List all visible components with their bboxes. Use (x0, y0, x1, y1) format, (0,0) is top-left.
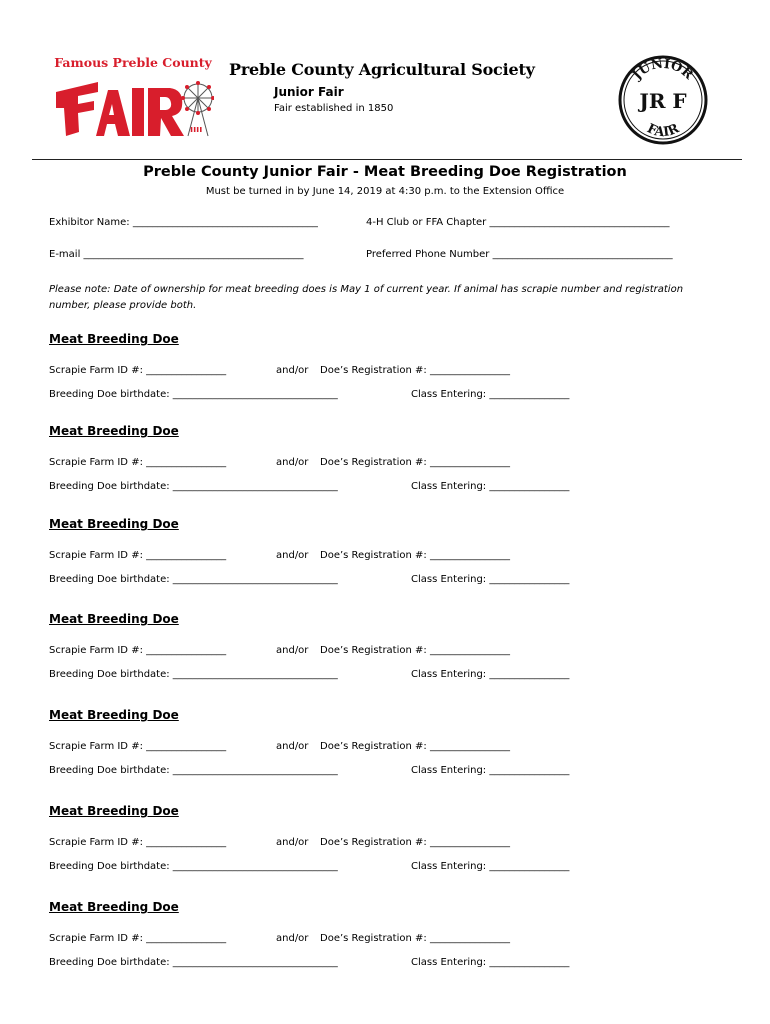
established-text: Fair established in 1850 (274, 103, 394, 114)
class-entering-field[interactable]: Class Entering: ________________ (411, 861, 570, 872)
doe-registration-field[interactable]: Doe’s Registration #: ________________ (320, 550, 510, 561)
doe-registration-field[interactable]: Doe’s Registration #: ________________ (320, 933, 510, 944)
doe-birthdate-field[interactable]: Breeding Doe birthdate: _________________________________ (49, 765, 338, 776)
and-or-label: and/or (276, 365, 309, 376)
scrapie-farm-id-field[interactable]: Scrapie Farm ID #: ________________ (49, 365, 227, 376)
exhibitor-name-field[interactable]: Exhibitor Name: _____________________________________ (49, 217, 318, 228)
svg-text:Famous Preble County: Famous Preble County (54, 55, 212, 70)
doe-birthdate-field[interactable]: Breeding Doe birthdate: _________________________________ (49, 957, 338, 968)
doe-birthdate-field[interactable]: Breeding Doe birthdate: _________________________________ (49, 389, 338, 400)
section-heading: Meat Breeding Doe (49, 708, 179, 722)
doe-birthdate-field[interactable]: Breeding Doe birthdate: _________________________________ (49, 861, 338, 872)
class-entering-field[interactable]: Class Entering: ________________ (411, 574, 570, 585)
junior-fair-seal-logo (617, 54, 709, 146)
doe-registration-field[interactable]: Doe’s Registration #: ________________ (320, 741, 510, 752)
and-or-label: and/or (276, 837, 309, 848)
email-field[interactable]: E-mail ____________________________________________ (49, 249, 304, 260)
ownership-note: Please note: Date of ownership for meat breeding does is May 1 of current year. If animal has scrapie number and registration number, please provide both. (49, 284, 684, 311)
svg-text:JUNIOR: JUNIOR (629, 56, 696, 83)
organization-title: Preble County Agricultural Society (229, 60, 535, 79)
doe-registration-field[interactable]: Doe’s Registration #: ________________ (320, 457, 510, 468)
scrapie-farm-id-field[interactable]: Scrapie Farm ID #: ________________ (49, 837, 227, 848)
club-chapter-field[interactable]: 4-H Club or FFA Chapter ____________________________________ (366, 217, 670, 228)
section-heading: Meat Breeding Doe (49, 804, 179, 818)
organization-subtitle: Junior Fair (274, 85, 344, 99)
submission-deadline: Must be turned in by June 14, 2019 at 4:30 p.m. to the Extension Office (205, 186, 565, 197)
and-or-label: and/or (276, 741, 309, 752)
section-heading: Meat Breeding Doe (49, 900, 179, 914)
section-heading: Meat Breeding Doe (49, 612, 179, 626)
svg-text:JR F: JR F (639, 89, 687, 113)
and-or-label: and/or (276, 457, 309, 468)
scrapie-farm-id-field[interactable]: Scrapie Farm ID #: ________________ (49, 645, 227, 656)
class-entering-field[interactable]: Class Entering: ________________ (411, 957, 570, 968)
doe-birthdate-field[interactable]: Breeding Doe birthdate: _________________________________ (49, 481, 338, 492)
class-entering-field[interactable]: Class Entering: ________________ (411, 481, 570, 492)
doe-birthdate-field[interactable]: Breeding Doe birthdate: _________________________________ (49, 669, 338, 680)
section-heading: Meat Breeding Doe (49, 424, 179, 438)
and-or-label: and/or (276, 645, 309, 656)
class-entering-field[interactable]: Class Entering: ________________ (411, 389, 570, 400)
class-entering-field[interactable]: Class Entering: ________________ (411, 669, 570, 680)
preble-county-fair-logo (52, 52, 214, 142)
doe-registration-field[interactable]: Doe’s Registration #: ________________ (320, 365, 510, 376)
doe-registration-field[interactable]: Doe’s Registration #: ________________ (320, 645, 510, 656)
doe-birthdate-field[interactable]: Breeding Doe birthdate: _________________________________ (49, 574, 338, 585)
phone-field[interactable]: Preferred Phone Number ____________________________________ (366, 249, 673, 260)
scrapie-farm-id-field[interactable]: Scrapie Farm ID #: ________________ (49, 457, 227, 468)
section-heading: Meat Breeding Doe (49, 332, 179, 346)
class-entering-field[interactable]: Class Entering: ________________ (411, 765, 570, 776)
svg-text:FAIR: FAIR (644, 121, 682, 141)
section-heading: Meat Breeding Doe (49, 517, 179, 531)
and-or-label: and/or (276, 933, 309, 944)
svg-text:ıııı: ıııı (190, 125, 203, 135)
and-or-label: and/or (276, 550, 309, 561)
scrapie-farm-id-field[interactable]: Scrapie Farm ID #: ________________ (49, 550, 227, 561)
scrapie-farm-id-field[interactable]: Scrapie Farm ID #: ________________ (49, 741, 227, 752)
header-divider (32, 159, 742, 160)
form-title: Preble County Junior Fair - Meat Breeding Doe Registration (143, 164, 627, 180)
scrapie-farm-id-field[interactable]: Scrapie Farm ID #: ________________ (49, 933, 227, 944)
doe-registration-field[interactable]: Doe’s Registration #: ________________ (320, 837, 510, 848)
